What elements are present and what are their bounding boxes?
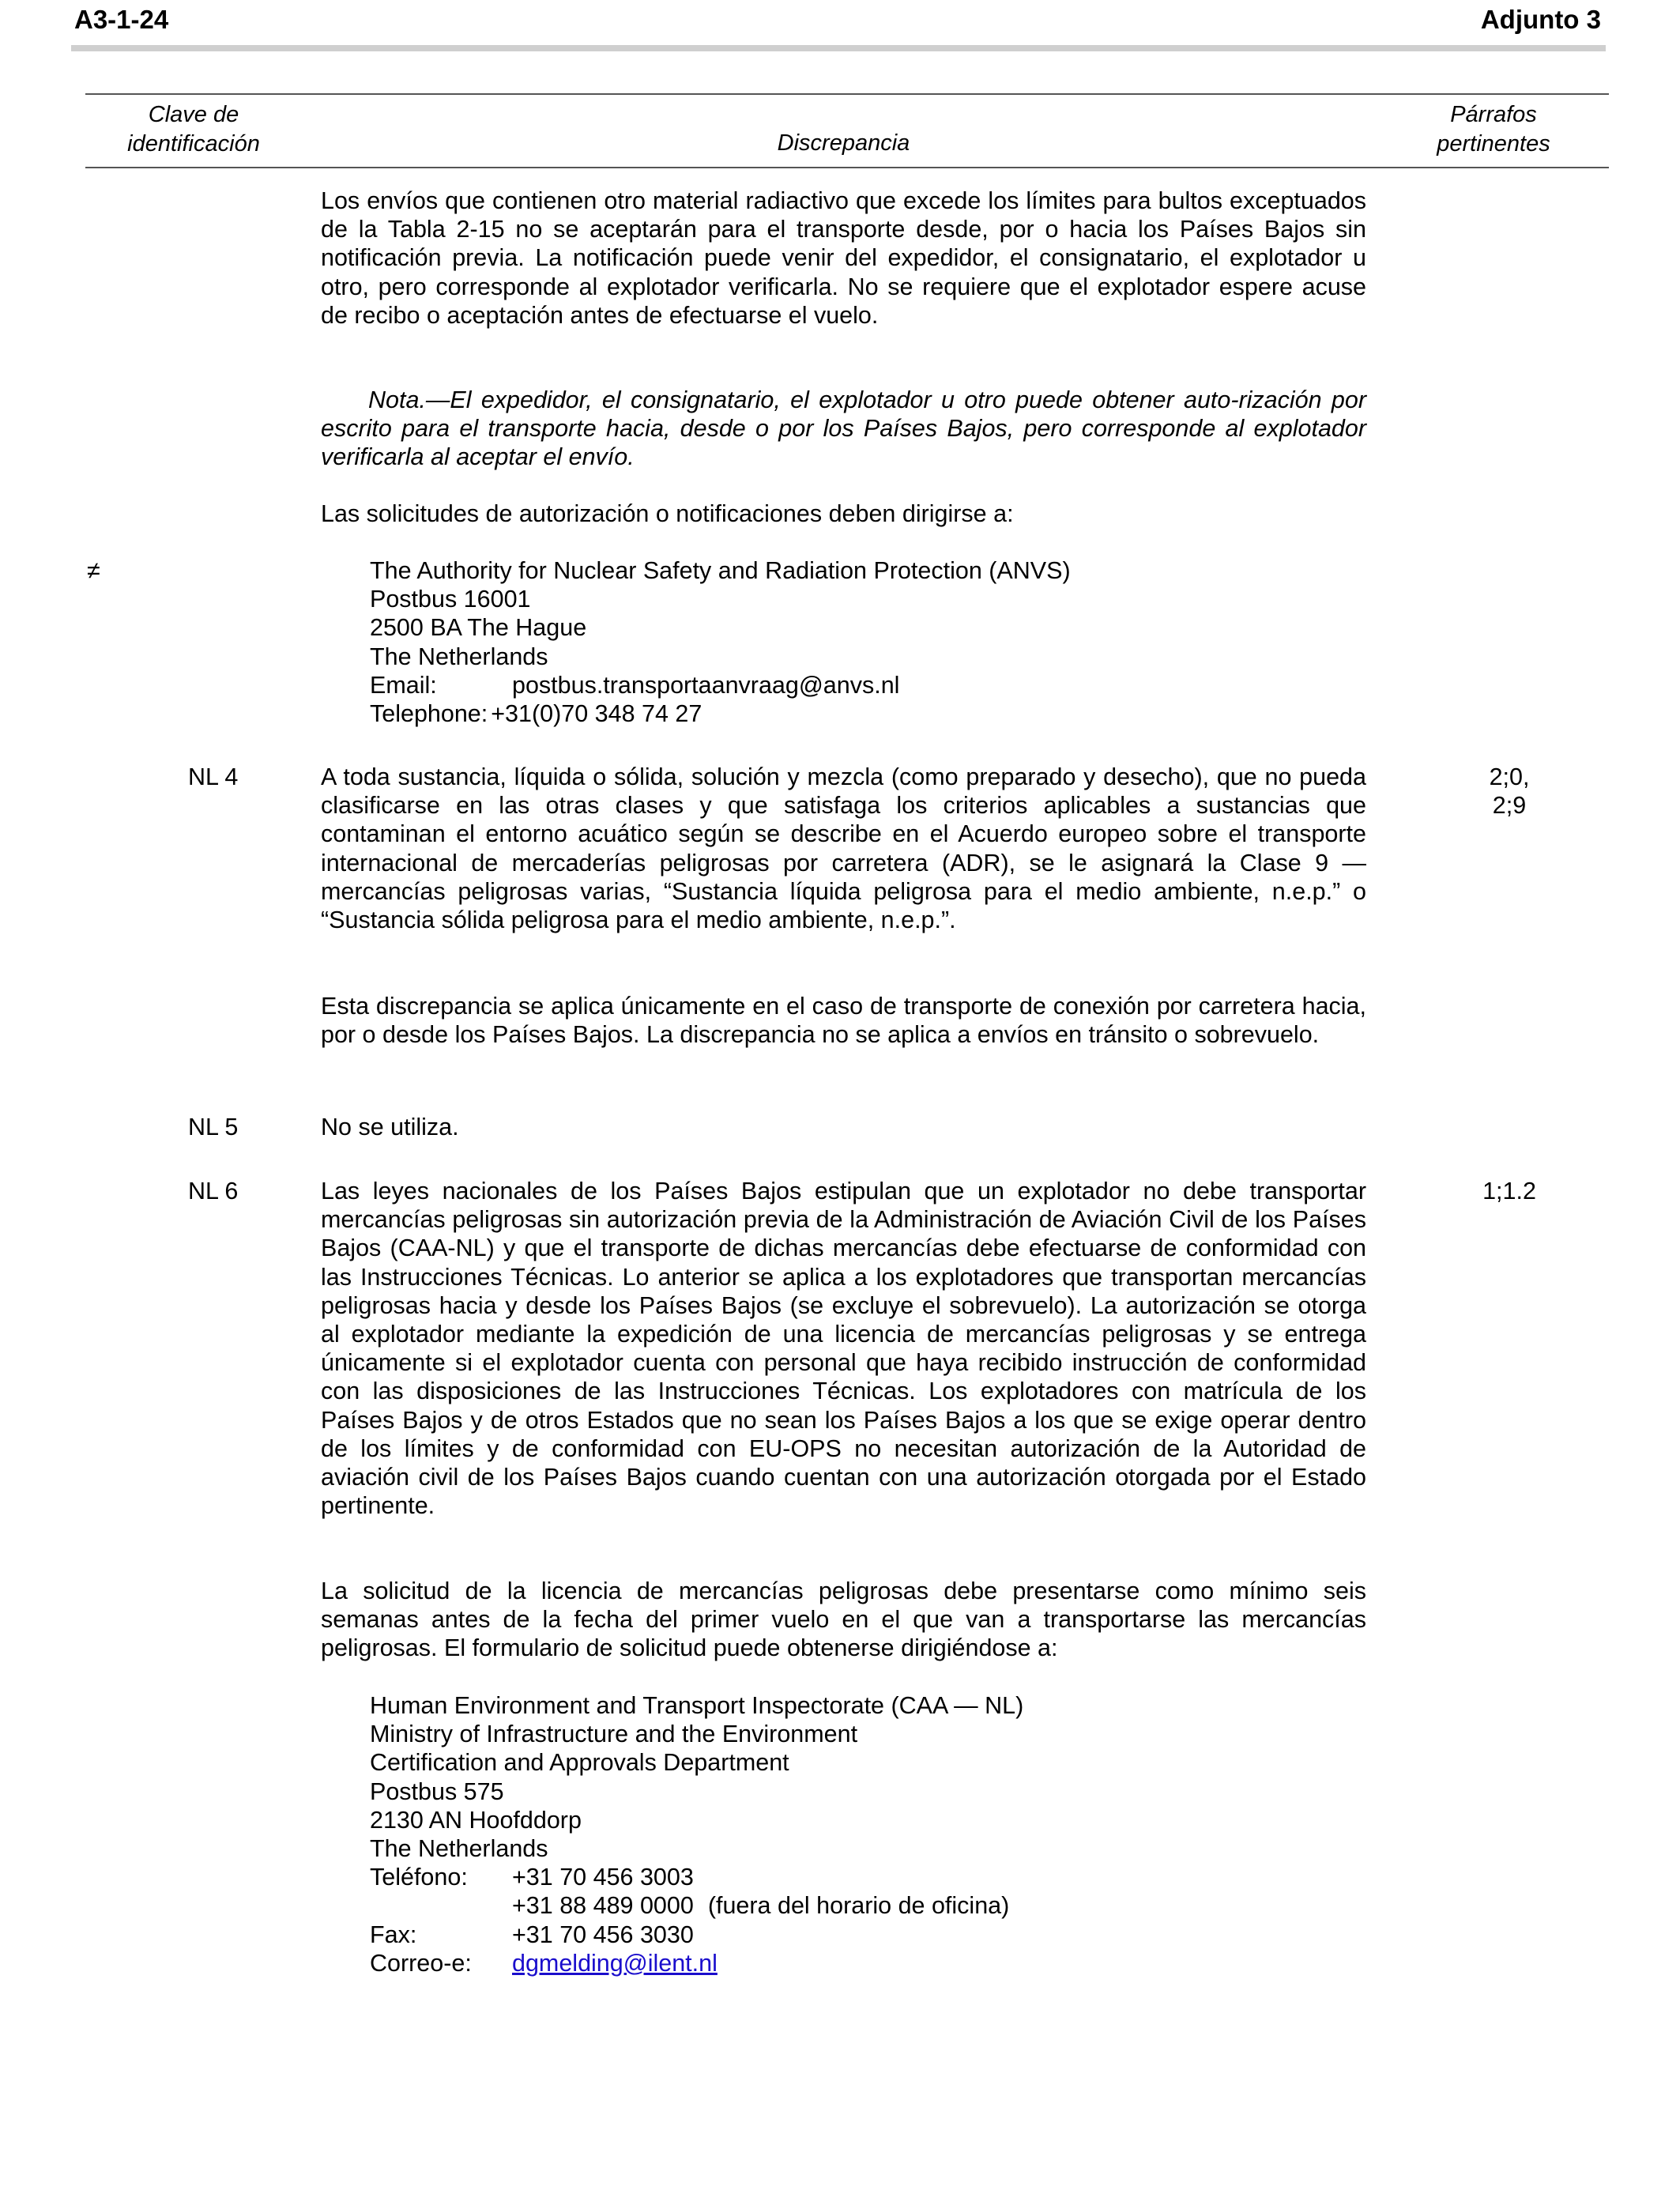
nl3-paragraph-1: Los envíos que contienen otro material radiactivo que excede los límites para bultos exceptuados de la Tabla 2-15 no se aceptarán para el transporte desde, por o hacia los Países Bajos sin notificación previa. La notificación puede venir del expedidor, el consignatario, el explotador u otro, pero corresponde al explotador verificarla. No se requiere que el explotador espere acuse de recibo o aceptación antes de efectuarse el vuelo. <box>321 187 1366 329</box>
caa-nl-address: Human Environment and Transport Inspectorate (CAA — NL) Ministry of Infrastructure and the Environment Certification and Approvals Department Postbus 575 2130 AN Hoofddorp The Netherlands Teléfono: +31 70 456 3003 +31 88 489 0000 (fuera del horario de oficina) Fax: +31 70 456 3030 Correo-e: dgmelding@ilent.nl <box>370 1692 1024 1977</box>
column-header-paragraphs: Párrafos pertinentes <box>1437 102 1550 156</box>
change-mark: ≠ <box>87 557 100 584</box>
nl3-paragraph-2: Las solicitudes de autorización o notificaciones deben dirigirse a: <box>321 500 1014 527</box>
nl6-paragraph-1: Las leyes nacionales de los Países Bajos estipulan que un explotador no debe transportar mercancías peligrosas sin autorización previa de la Administración de Aviación Civil de los Países Bajos (CAA-NL) y que el transporte de dichas mercancías debe efectuarse de conformidad con las Instrucciones Técnicas. Lo anterior se aplica a los explotadores que transportan mercancías peligrosas hacia y desde los Países Bajos (se excluye el sobrevuelo). La autorización se otorga al explotador mediante la expedición de una licencia de mercancías peligrosas y se entrega únicamente si el explotador cuenta con personal que haya recibido instrucción de conformidad con las disposiciones de las Instrucciones Técnicas. Los explotadores con matrícula de los Países Bajos y de otros Estados que no sean los Países Bajos a los que se exige operar dentro de los límites y de conformidad con EU-OPS no necesitan autorización de la Autoridad de aviación civil de los Países Bajos cuando cuentan con una autorización otorgada por el Estado pertinente. <box>321 1178 1366 1520</box>
discrepancy-key-nl4: NL 4 <box>188 763 239 790</box>
header-rule <box>71 45 1606 51</box>
discrepancy-key-nl5: NL 5 <box>188 1114 239 1140</box>
nl4-paragraph-2: Esta discrepancia se aplica únicamente en el caso de transporte de conexión por carretera hacia, por o desde los Países Bajos. La discrepancia no se aplica a envíos en tránsito o sobrevuelo. <box>321 993 1366 1049</box>
anvs-email-row: Email: postbus.transportaanvraag@anvs.nl <box>370 671 900 699</box>
caa-fax-row: Fax: +31 70 456 3030 <box>370 1921 694 1948</box>
caa-email-link[interactable]: dgmelding@ilent.nl <box>512 1949 718 1977</box>
anvs-phone-row: Telephone: +31(0)70 348 74 27 <box>370 700 703 728</box>
column-header-key: Clave de identificación <box>127 102 260 156</box>
caa-phone-row: Teléfono: +31 70 456 3003 <box>370 1864 694 1891</box>
nl3-note: Nota.—El expedidor, el consignatario, el explotador u otro puede obtener auto-rización por escrito para el transporte hacia, desde o por los Países Bajos, pero corresponde al explotador verificarla al aceptar el envío. <box>321 386 1366 471</box>
page-number: A3-1-24 <box>74 5 169 34</box>
nl6-references: 1;1.2 <box>1482 1178 1536 1204</box>
attachment-label: Adjunto 3 <box>1480 5 1601 34</box>
nl6-paragraph-2: La solicitud de la licencia de mercancías peligrosas debe presentarse como mínimo seis semanas antes de la fecha del primer vuelo en el que van a transportarse las mercancías peligrosas. El formulario de solicitud puede obtenerse dirigiéndose a: <box>321 1578 1366 1662</box>
anvs-address: The Authority for Nuclear Safety and Radiation Protection (ANVS) Postbus 16001 2500 BA The Hague The Netherlands Email: postbus.transportaanvraag@anvs.nl Telephone: +31(0)70 348 74 27 <box>370 557 1071 728</box>
discrepancy-key-nl6: NL 6 <box>188 1178 239 1204</box>
caa-email-row: Correo-e: dgmelding@ilent.nl <box>370 1949 718 1977</box>
caa-phone-row-2: +31 88 489 0000 (fuera del horario de oficina) <box>512 1892 1010 1920</box>
nl5-text: No se utiliza. <box>321 1114 459 1140</box>
nl4-references: 2;0, 2;9 <box>1489 763 1530 819</box>
anvs-email: postbus.transportaanvraag@anvs.nl <box>512 671 900 699</box>
nl4-paragraph-1: A toda sustancia, líquida o sólida, solución y mezcla (como preparado y desecho), que no pueda clasificarse en las otras clases y que satisfaga los criterios aplicables a sustancias que contaminan el entorno acuático según se describe en el Acuerdo europeo sobre el transporte internacional de mercaderías peligrosas por carretera (ADR), se le asignará la Clase 9 — mercancías peligrosas varias, “Sustancia líquida peligrosa para el medio ambiente, n.e.p.” o “Sustancia sólida peligrosa para el medio ambiente, n.e.p.”. <box>321 763 1366 934</box>
column-header-discrepancy: Discrepancia <box>777 130 910 156</box>
table-header-rule <box>85 167 1609 168</box>
table-top-rule <box>85 93 1609 95</box>
